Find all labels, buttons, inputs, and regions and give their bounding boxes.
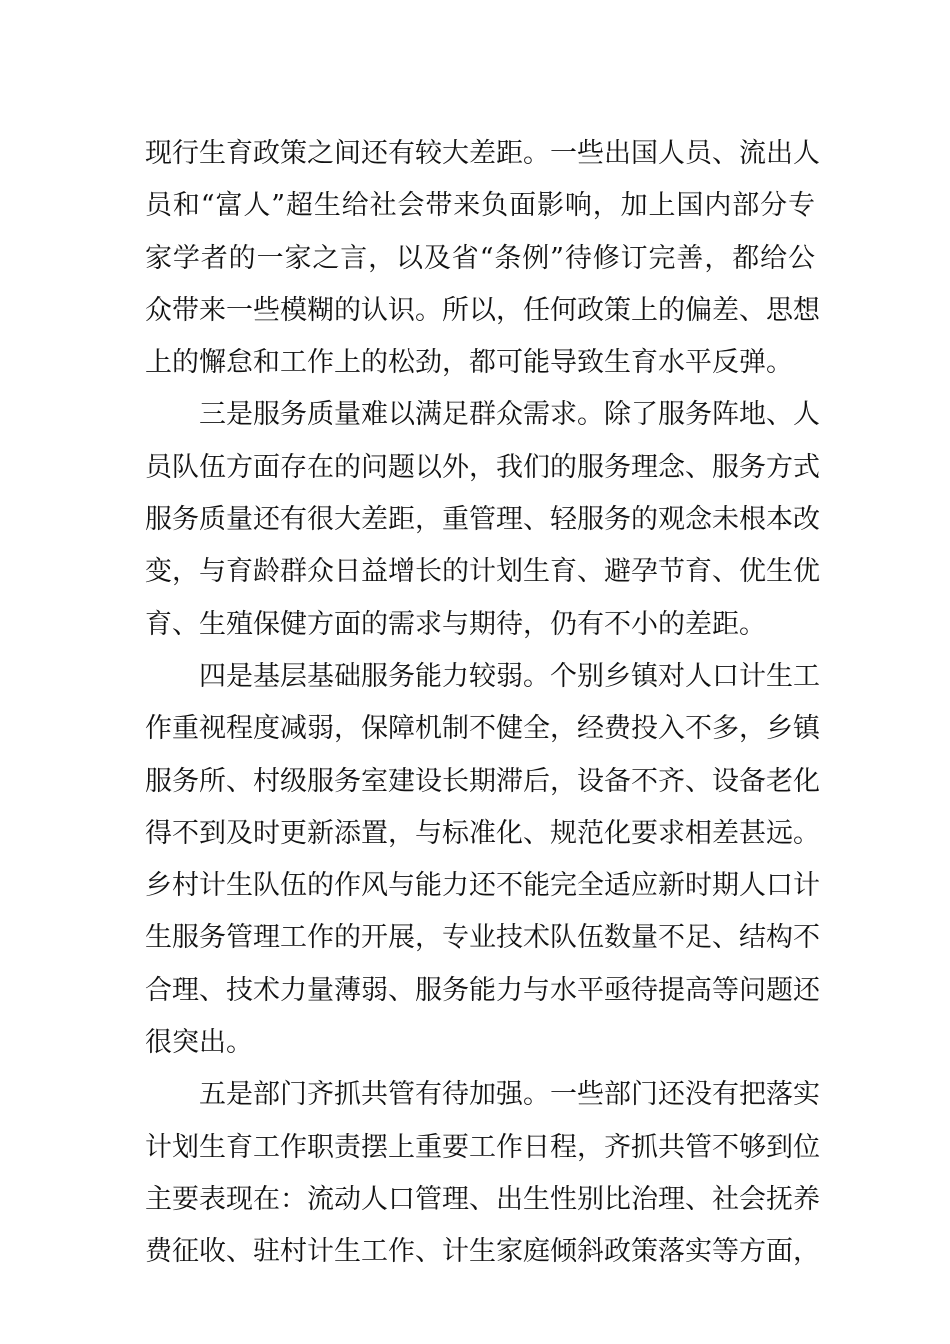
document-body xyxy=(145,128,820,1279)
text-line: 作重视程度减弱，保障机制不健全，经费投入不多，乡镇 xyxy=(145,713,820,745)
text-line: 生服务管理工作的开展，专业技术队伍数量不足、结构不 xyxy=(145,922,820,954)
text-line: 乡村计生队伍的作风与能力还不能完全适应新时期人口计 xyxy=(145,870,820,902)
text-line: 上的懈怠和工作上的松劲，都可能导致生育水平反弹。 xyxy=(145,347,793,379)
text-line: 众带来一些模糊的认识。所以，任何政策上的偏差、思想 xyxy=(145,294,820,326)
text-line: 变，与育龄群众日益增长的计划生育、避孕节育、优生优 xyxy=(145,556,820,588)
paragraph-grassroots-capacity xyxy=(145,651,820,1069)
text-line: 育、生殖保健方面的需求与期待，仍有不小的差距。 xyxy=(145,608,766,640)
text-line: 三是服务质量难以满足群众需求。除了服务阵地、人 xyxy=(199,399,820,431)
text-line: 员和“富人”超生给社会带来负面影响，加上国内部分专 xyxy=(145,190,815,222)
text-line: 费征收、驻村计生工作、计生家庭倾斜政策落实等方面， xyxy=(145,1236,820,1268)
text-line: 主要表现在：流动人口管理、出生性别比治理、社会抚养 xyxy=(145,1183,820,1215)
text-line: 合理、技术力量薄弱、服务能力与水平亟待提高等问题还 xyxy=(145,974,820,1006)
text-line: 现行生育政策之间还有较大差距。一些出国人员、流出人 xyxy=(145,138,820,169)
paragraph-department-coordination xyxy=(145,1069,820,1278)
text-line: 服务所、村级服务室建设长期滞后，设备不齐、设备老化 xyxy=(145,765,820,797)
text-line: 得不到及时更新添置，与标准化、规范化要求相差甚远。 xyxy=(145,817,820,849)
text-line: 家学者的一家之言，以及省“条例”待修订完善，都给公 xyxy=(145,242,815,274)
text-line: 服务质量还有很大差距，重管理、轻服务的观念未根本改 xyxy=(145,504,820,536)
text-line: 五是部门齐抓共管有待加强。一些部门还没有把落实 xyxy=(199,1079,820,1111)
text-line: 很突出。 xyxy=(145,1027,253,1059)
text-line: 四是基层基础服务能力较弱。个别乡镇对人口计生工 xyxy=(199,660,820,692)
text-line: 员队伍方面存在的问题以外，我们的服务理念、服务方式 xyxy=(145,451,820,483)
paragraph-policy-gap xyxy=(145,128,820,389)
paragraph-service-quality xyxy=(145,389,820,650)
text-line: 计划生育工作职责摆上重要工作日程，齐抓共管不够到位 xyxy=(145,1131,820,1163)
